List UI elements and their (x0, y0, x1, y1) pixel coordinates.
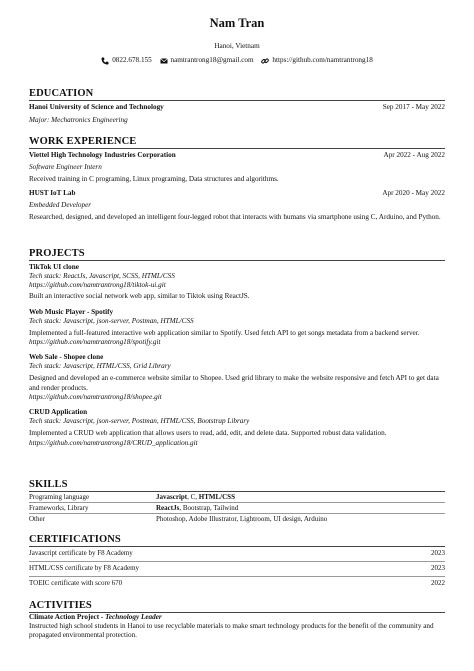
project-name: TikTok UI clone (29, 263, 79, 271)
list-item (29, 562, 445, 577)
phone-number: 0822.678.155 (112, 56, 152, 64)
project-description: Built an interactive social network web app, similar to Tiktok using ReactJS. (29, 292, 250, 300)
project-entry (29, 408, 445, 448)
certificate-name: Javascript certificate by F8 Academy (29, 549, 133, 557)
skill-rest: , C, (187, 493, 199, 501)
github-contact[interactable] (261, 56, 372, 65)
project-stack: Tech stack: Javascript, json-server, Postman, HTML/CSS, Bootstrap Library (29, 417, 250, 425)
project-stack: Tech stack: ReactJs, Javascript, SCSS, HTML/CSS (29, 272, 175, 280)
project-link[interactable]: https://github.com/namtrantrong18/tiktok-ui.git (29, 281, 166, 289)
phone-icon (101, 57, 109, 65)
project-name: Web Sale - Shopee clone (29, 353, 104, 361)
projects-section (29, 248, 445, 448)
skill-values (156, 514, 445, 525)
work-section (29, 136, 445, 222)
job-header (29, 151, 445, 160)
list-item (29, 577, 445, 591)
candidate-location: Hanoi, Vietnam (214, 42, 260, 50)
candidate-name: Nam Tran (209, 16, 265, 30)
certificate-year: 2023 (431, 549, 445, 557)
skill-bold: Javascript (156, 493, 188, 501)
project-entry (29, 353, 445, 402)
job-company: HUST IoT Lab (29, 188, 76, 197)
job-role: Software Engineer Intern (29, 163, 102, 171)
skill-rest: , Bootstrap, Tailwind (179, 504, 239, 512)
link-icon (261, 57, 269, 65)
certificate-year: 2023 (431, 564, 445, 572)
education-entry (29, 103, 445, 112)
section-divider (29, 100, 445, 101)
project-description: Implemented a CRUD web application that allows users to read, add, edit, and delete data. Supported robust data validation. (29, 429, 387, 437)
skill-bold: ReactJs (156, 504, 180, 512)
table-row (29, 492, 445, 503)
school-name: Hanoi University of Science and Technology (29, 103, 164, 111)
section-divider (29, 148, 445, 149)
certificate-name: HTML/CSS certificate by F8 Academy (29, 564, 140, 572)
github-link[interactable]: https://github.com/namtrantrong18 (272, 56, 373, 64)
project-link[interactable]: https://github.com/namtrantrong18/CRUD_application.git (29, 438, 198, 447)
activity-role: Technology Leader (105, 613, 162, 621)
certificate-name: TOEIC certificate with score 670 (29, 579, 123, 587)
project-stack: Tech stack: Javascript, HTML/CSS, Grid Library (29, 362, 171, 370)
skill-rest: Photoshop, Adobe Illustrator, Lightroom, UI design, Arduino (156, 515, 328, 523)
project-stack: Tech stack: Javascript, json-server, Postman, HTML/CSS (29, 316, 194, 325)
job-company: Viettel High Technology Industries Corporation (29, 151, 176, 159)
resume-header (29, 0, 445, 68)
skills-section (29, 479, 445, 524)
section-title: EDUCATION (29, 88, 94, 99)
activity-heading (29, 613, 445, 622)
project-description: Implemented a full-featured interactive web application similar to Spotify. Used fetch API to get songs metadata from a backend server. (29, 328, 420, 337)
section-title: WORK EXPERIENCE (29, 136, 137, 147)
phone-contact (101, 56, 152, 65)
section-title: ACTIVITIES (29, 600, 92, 611)
section-title: CERTIFICATIONS (29, 534, 121, 545)
activity-description: Instructed high school students in Hanoi to use recyclable materials to make smart technology products for the benefit of the community and propagated environmental protection. (29, 622, 434, 639)
skill-values (156, 492, 445, 503)
job-role: Embedded Developer (29, 200, 92, 209)
table-row (29, 503, 445, 514)
job-entry (29, 151, 445, 185)
project-link[interactable]: https://github.com/namtrantrong18/spotify.git (29, 338, 161, 346)
email-contact[interactable] (160, 56, 254, 65)
education-major: Major: Mechatronics Engineering (29, 116, 128, 124)
skill-bold: HTML/CSS (198, 493, 235, 501)
project-link[interactable]: https://github.com/namtrantrong18/shopee.git (29, 393, 162, 401)
job-description: Received training in C programing, Linux programing, Data structures and algorithms. (29, 175, 279, 183)
activities-section (29, 600, 445, 640)
list-item (29, 547, 445, 562)
resume-page (29, 0, 445, 639)
contact-line (29, 56, 445, 68)
education-dates: Sep 2017 - May 2022 (382, 103, 445, 111)
section-divider (29, 260, 445, 261)
job-description: Researched, designed, and developed an intelligent four-legged robot that interacts with humans via smartphone using C, Arduino, and Python. (29, 212, 441, 221)
skill-category: Other (29, 515, 45, 523)
section-title: PROJECTS (29, 248, 85, 259)
table-row (29, 514, 445, 525)
certificate-year: 2022 (431, 579, 445, 587)
section-title: SKILLS (29, 479, 68, 490)
skill-category: Programing language (29, 493, 90, 501)
education-section (29, 88, 445, 125)
project-description: Designed and developed an e-commerce website similar to Shopee. Used grid library to make the website responsive and fetch API to get data and render products. (29, 374, 439, 392)
job-dates: Apr 2020 - May 2022 (382, 188, 445, 197)
activity-project: Climate Action Project - (29, 613, 106, 621)
project-name: Web Music Player - Spotify (29, 307, 114, 316)
certifications-section (29, 534, 445, 591)
project-entry (29, 263, 445, 302)
job-header (29, 189, 445, 198)
skill-values (156, 503, 445, 514)
email-address[interactable]: namtrantrong18@gmail.com (170, 56, 254, 64)
job-entry (29, 189, 445, 223)
project-entry (29, 308, 445, 348)
skill-category: Frameworks, Library (29, 504, 89, 512)
skills-table (29, 492, 445, 524)
envelope-icon (160, 57, 168, 65)
job-dates: Apr 2022 - Aug 2022 (383, 151, 445, 159)
project-name: CRUD Application (29, 408, 88, 416)
